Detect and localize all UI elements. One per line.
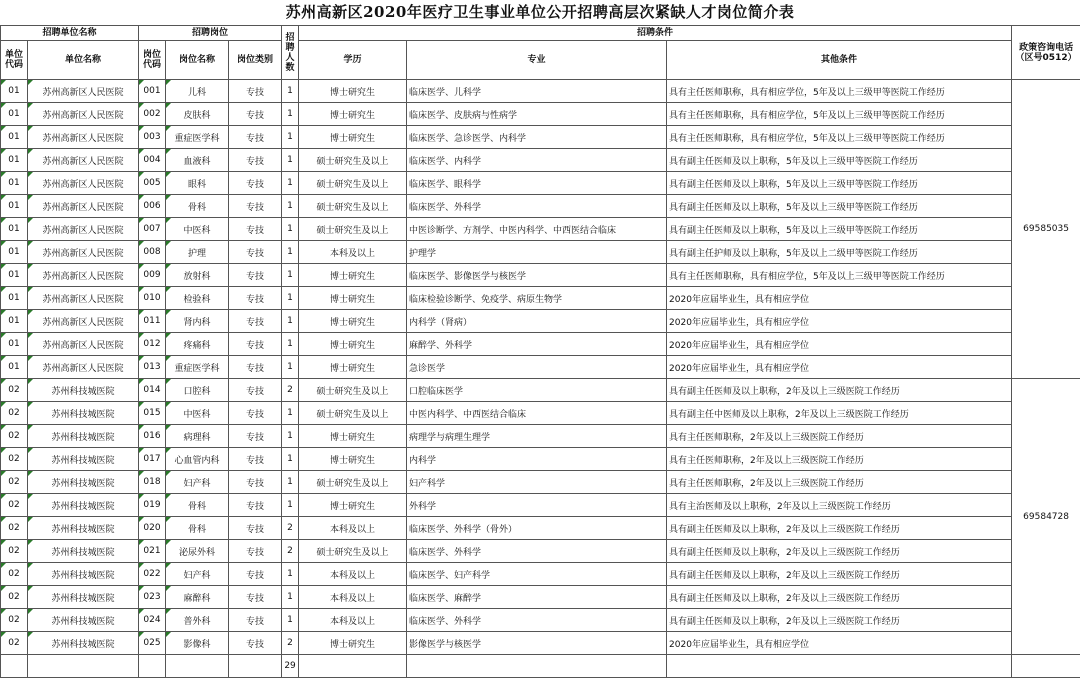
education-cell: 博士研究生: [299, 494, 407, 517]
unit-name-cell: 苏州高新区人民医院: [28, 356, 139, 379]
table-row: [1, 540, 1080, 563]
table-row: [1, 241, 1080, 264]
unit-code-cell: 01: [1, 103, 28, 126]
header-education: 学历: [299, 41, 407, 80]
table-row: [1, 287, 1080, 310]
post-type-cell: 专技: [229, 149, 282, 172]
page-title: 苏州高新区2020年医疗卫生事业单位公开招聘高层次紧缺人才岗位简介表: [0, 0, 1080, 25]
post-type-cell: 专技: [229, 195, 282, 218]
other-cell: 具有主任医师职称，2年及以上三级医院工作经历: [667, 448, 1012, 471]
header-major: 专业: [407, 41, 667, 80]
empty-cell: [139, 655, 166, 678]
count-cell: 1: [282, 149, 299, 172]
education-cell: 硕士研究生及以上: [299, 218, 407, 241]
post-name-cell: 妇产科: [166, 563, 229, 586]
post-type-cell: 专技: [229, 172, 282, 195]
header-unit-name: 单位名称: [28, 41, 139, 80]
post-type-cell: 专技: [229, 425, 282, 448]
major-cell: 急诊医学: [407, 356, 667, 379]
major-cell: 病理学与病理生理学: [407, 425, 667, 448]
post-name-cell: 护理: [166, 241, 229, 264]
post-type-cell: 专技: [229, 356, 282, 379]
unit-code-cell: 01: [1, 333, 28, 356]
total-count: 29: [282, 655, 299, 678]
header-other: 其他条件: [667, 41, 1012, 80]
count-cell: 1: [282, 241, 299, 264]
post-type-cell: 专技: [229, 310, 282, 333]
unit-code-cell: 01: [1, 149, 28, 172]
count-cell: 1: [282, 448, 299, 471]
post-code-cell: 017: [139, 448, 166, 471]
count-cell: 2: [282, 632, 299, 655]
count-cell: 1: [282, 195, 299, 218]
post-code-cell: 021: [139, 540, 166, 563]
other-cell: 具有副主任中医师及以上职称，2年及以上三级医院工作经历: [667, 402, 1012, 425]
other-cell: 具有主任医师职称，具有相应学位，5年及以上三级甲等医院工作经历: [667, 80, 1012, 103]
table-row: [1, 402, 1080, 425]
table-row: [1, 425, 1080, 448]
other-cell: 具有主任医师职称，具有相应学位，5年及以上三级甲等医院工作经历: [667, 264, 1012, 287]
post-type-cell: 专技: [229, 402, 282, 425]
post-name-cell: 口腔科: [166, 379, 229, 402]
post-code-cell: 025: [139, 632, 166, 655]
unit-code-cell: 02: [1, 425, 28, 448]
post-code-cell: 004: [139, 149, 166, 172]
unit-name-cell: 苏州高新区人民医院: [28, 287, 139, 310]
major-cell: 中医内科学、中西医结合临床: [407, 402, 667, 425]
post-type-cell: 专技: [229, 287, 282, 310]
post-type-cell: 专技: [229, 264, 282, 287]
education-cell: 博士研究生: [299, 126, 407, 149]
post-code-cell: 007: [139, 218, 166, 241]
post-code-cell: 020: [139, 517, 166, 540]
unit-name-cell: 苏州科技城医院: [28, 586, 139, 609]
unit-code-cell: 02: [1, 609, 28, 632]
post-code-cell: 022: [139, 563, 166, 586]
other-cell: 具有主任医师职称，具有相应学位，5年及以上三级甲等医院工作经历: [667, 126, 1012, 149]
post-type-cell: 专技: [229, 586, 282, 609]
education-cell: 博士研究生: [299, 448, 407, 471]
education-cell: 硕士研究生及以上: [299, 195, 407, 218]
education-cell: 博士研究生: [299, 264, 407, 287]
empty-cell: [1012, 655, 1080, 678]
education-cell: 博士研究生: [299, 425, 407, 448]
unit-code-cell: 01: [1, 356, 28, 379]
major-cell: 临床医学、眼科学: [407, 172, 667, 195]
post-type-cell: 专技: [229, 126, 282, 149]
empty-cell: [1, 655, 28, 678]
post-name-cell: 重症医学科: [166, 356, 229, 379]
table-row: [1, 379, 1080, 402]
unit-code-cell: 02: [1, 517, 28, 540]
major-cell: 妇产科学: [407, 471, 667, 494]
unit-name-cell: 苏州高新区人民医院: [28, 126, 139, 149]
other-cell: 具有副主任医师及以上职称，2年及以上三级医院工作经历: [667, 609, 1012, 632]
education-cell: 本科及以上: [299, 517, 407, 540]
post-type-cell: 专技: [229, 471, 282, 494]
unit-name-cell: 苏州科技城医院: [28, 517, 139, 540]
post-code-cell: 016: [139, 425, 166, 448]
education-cell: 硕士研究生及以上: [299, 540, 407, 563]
count-cell: 2: [282, 379, 299, 402]
count-cell: 1: [282, 172, 299, 195]
post-name-cell: 普外科: [166, 609, 229, 632]
major-cell: 内科学: [407, 448, 667, 471]
post-code-cell: 008: [139, 241, 166, 264]
post-type-cell: 专技: [229, 540, 282, 563]
header-conditions-group: 招聘条件: [299, 26, 1012, 41]
unit-code-cell: 01: [1, 287, 28, 310]
post-type-cell: 专技: [229, 609, 282, 632]
table-row: [1, 126, 1080, 149]
table-row: [1, 356, 1080, 379]
post-code-cell: 009: [139, 264, 166, 287]
post-name-cell: 病理科: [166, 425, 229, 448]
unit-code-cell: 01: [1, 126, 28, 149]
table-row: [1, 103, 1080, 126]
table-row: [1, 494, 1080, 517]
header-unit-group: 招聘单位名称: [1, 26, 139, 41]
unit-name-cell: 苏州科技城医院: [28, 563, 139, 586]
table-row: [1, 310, 1080, 333]
other-cell: 2020年应届毕业生，具有相应学位: [667, 632, 1012, 655]
empty-cell: [667, 655, 1012, 678]
other-cell: 2020年应届毕业生，具有相应学位: [667, 310, 1012, 333]
education-cell: 博士研究生: [299, 632, 407, 655]
post-name-cell: 疼痛科: [166, 333, 229, 356]
unit-code-cell: 02: [1, 586, 28, 609]
unit-name-cell: 苏州高新区人民医院: [28, 149, 139, 172]
unit-name-cell: 苏州高新区人民医院: [28, 172, 139, 195]
header-unit-code: 单位代码: [1, 41, 28, 80]
unit-code-cell: 02: [1, 448, 28, 471]
major-cell: 临床医学、外科学: [407, 195, 667, 218]
count-cell: 1: [282, 80, 299, 103]
unit-name-cell: 苏州科技城医院: [28, 379, 139, 402]
empty-cell: [407, 655, 667, 678]
education-cell: 博士研究生: [299, 356, 407, 379]
post-type-cell: 专技: [229, 632, 282, 655]
major-cell: 护理学: [407, 241, 667, 264]
phone-cell: 69584728: [1012, 379, 1080, 655]
other-cell: 2020年应届毕业生，具有相应学位: [667, 333, 1012, 356]
education-cell: 硕士研究生及以上: [299, 172, 407, 195]
education-cell: 本科及以上: [299, 609, 407, 632]
major-cell: 临床医学、外科学: [407, 609, 667, 632]
header-post-type: 岗位类别: [229, 41, 282, 80]
major-cell: 临床医学、外科学（骨外）: [407, 517, 667, 540]
post-code-cell: 003: [139, 126, 166, 149]
education-cell: 博士研究生: [299, 333, 407, 356]
unit-name-cell: 苏州科技城医院: [28, 448, 139, 471]
post-code-cell: 006: [139, 195, 166, 218]
post-code-cell: 023: [139, 586, 166, 609]
unit-code-cell: 02: [1, 540, 28, 563]
empty-cell: [28, 655, 139, 678]
unit-name-cell: 苏州科技城医院: [28, 471, 139, 494]
unit-name-cell: 苏州高新区人民医院: [28, 80, 139, 103]
major-cell: 麻醉学、外科学: [407, 333, 667, 356]
post-name-cell: 放射科: [166, 264, 229, 287]
table-row: [1, 80, 1080, 103]
major-cell: 影像医学与核医学: [407, 632, 667, 655]
major-cell: 临床检验诊断学、免疫学、病原生物学: [407, 287, 667, 310]
table-row: [1, 517, 1080, 540]
post-code-cell: 010: [139, 287, 166, 310]
post-code-cell: 001: [139, 80, 166, 103]
count-cell: 2: [282, 517, 299, 540]
major-cell: 临床医学、外科学: [407, 540, 667, 563]
education-cell: 硕士研究生及以上: [299, 379, 407, 402]
post-name-cell: 重症医学科: [166, 126, 229, 149]
header-post-code: 岗位代码: [139, 41, 166, 80]
unit-name-cell: 苏州科技城医院: [28, 609, 139, 632]
major-cell: 临床医学、皮肤病与性病学: [407, 103, 667, 126]
unit-name-cell: 苏州科技城医院: [28, 402, 139, 425]
unit-name-cell: 苏州高新区人民医院: [28, 310, 139, 333]
other-cell: 具有副主任医师及以上职称，5年及以上三级甲等医院工作经历: [667, 172, 1012, 195]
unit-code-cell: 02: [1, 494, 28, 517]
major-cell: 临床医学、儿科学: [407, 80, 667, 103]
count-cell: 1: [282, 425, 299, 448]
other-cell: 具有副主任护师及以上职称，5年及以上二级甲等医院工作经历: [667, 241, 1012, 264]
header-post-name: 岗位名称: [166, 41, 229, 80]
table-row: [1, 333, 1080, 356]
total-row: [1, 655, 1080, 678]
table-row: [1, 195, 1080, 218]
major-cell: 口腔临床医学: [407, 379, 667, 402]
education-cell: 本科及以上: [299, 241, 407, 264]
other-cell: 具有副主任医师及以上职称，2年及以上三级医院工作经历: [667, 517, 1012, 540]
education-cell: 博士研究生: [299, 287, 407, 310]
unit-code-cell: 02: [1, 471, 28, 494]
table-row: [1, 563, 1080, 586]
other-cell: 具有主治医师及以上职称，2年及以上三级医院工作经历: [667, 494, 1012, 517]
unit-name-cell: 苏州高新区人民医院: [28, 241, 139, 264]
post-code-cell: 024: [139, 609, 166, 632]
other-cell: 2020年应届毕业生，具有相应学位: [667, 356, 1012, 379]
unit-code-cell: 01: [1, 264, 28, 287]
header-post-group: 招聘岗位: [139, 26, 282, 41]
unit-code-cell: 02: [1, 632, 28, 655]
table-row: [1, 448, 1080, 471]
empty-cell: [299, 655, 407, 678]
unit-name-cell: 苏州高新区人民医院: [28, 333, 139, 356]
major-cell: 临床医学、内科学: [407, 149, 667, 172]
count-cell: 1: [282, 494, 299, 517]
post-code-cell: 014: [139, 379, 166, 402]
unit-name-cell: 苏州高新区人民医院: [28, 264, 139, 287]
education-cell: 硕士研究生及以上: [299, 402, 407, 425]
post-name-cell: 骨科: [166, 195, 229, 218]
unit-code-cell: 01: [1, 195, 28, 218]
post-code-cell: 011: [139, 310, 166, 333]
post-name-cell: 眼科: [166, 172, 229, 195]
post-type-cell: 专技: [229, 333, 282, 356]
unit-name-cell: 苏州高新区人民医院: [28, 103, 139, 126]
unit-code-cell: 02: [1, 563, 28, 586]
post-name-cell: 骨科: [166, 494, 229, 517]
other-cell: 具有副主任医师及以上职称，5年及以上三级甲等医院工作经历: [667, 195, 1012, 218]
post-code-cell: 019: [139, 494, 166, 517]
post-name-cell: 血液科: [166, 149, 229, 172]
table-row: [1, 264, 1080, 287]
post-type-cell: 专技: [229, 517, 282, 540]
post-name-cell: 儿科: [166, 80, 229, 103]
post-name-cell: 心血管内科: [166, 448, 229, 471]
post-type-cell: 专技: [229, 80, 282, 103]
education-cell: 博士研究生: [299, 103, 407, 126]
other-cell: 具有主任医师职称，具有相应学位，5年及以上三级甲等医院工作经历: [667, 103, 1012, 126]
unit-name-cell: 苏州高新区人民医院: [28, 195, 139, 218]
education-cell: 博士研究生: [299, 310, 407, 333]
count-cell: 1: [282, 563, 299, 586]
major-cell: 外科学: [407, 494, 667, 517]
other-cell: 具有副主任医师及以上职称，2年及以上三级医院工作经历: [667, 540, 1012, 563]
other-cell: 具有主任医师职称，2年及以上三级医院工作经历: [667, 471, 1012, 494]
count-cell: 1: [282, 586, 299, 609]
post-code-cell: 015: [139, 402, 166, 425]
unit-name-cell: 苏州科技城医院: [28, 494, 139, 517]
post-type-cell: 专技: [229, 218, 282, 241]
post-code-cell: 012: [139, 333, 166, 356]
post-name-cell: 妇产科: [166, 471, 229, 494]
empty-cell: [166, 655, 229, 678]
unit-code-cell: 01: [1, 310, 28, 333]
count-cell: 1: [282, 310, 299, 333]
post-name-cell: 中医科: [166, 402, 229, 425]
header-count: 招聘人数: [282, 26, 299, 80]
education-cell: 硕士研究生及以上: [299, 149, 407, 172]
empty-cell: [229, 655, 282, 678]
count-cell: 1: [282, 126, 299, 149]
major-cell: 中医诊断学、方剂学、中医内科学、中西医结合临床: [407, 218, 667, 241]
count-cell: 1: [282, 402, 299, 425]
phone-cell: 69585035: [1012, 80, 1080, 379]
post-code-cell: 018: [139, 471, 166, 494]
unit-code-cell: 02: [1, 379, 28, 402]
post-name-cell: 麻醉科: [166, 586, 229, 609]
other-cell: 具有副主任医师及以上职称，5年及以上三级甲等医院工作经历: [667, 149, 1012, 172]
post-name-cell: 骨科: [166, 517, 229, 540]
other-cell: 2020年应届毕业生，具有相应学位: [667, 287, 1012, 310]
header-phone: 政策咨询电话（区号0512）: [1012, 26, 1080, 80]
post-type-cell: 专技: [229, 448, 282, 471]
education-cell: 本科及以上: [299, 563, 407, 586]
post-type-cell: 专技: [229, 494, 282, 517]
other-cell: 具有副主任医师及以上职称，2年及以上三级医院工作经历: [667, 379, 1012, 402]
table-row: [1, 471, 1080, 494]
positions-table: [0, 25, 1080, 678]
education-cell: 硕士研究生及以上: [299, 471, 407, 494]
other-cell: 具有副主任医师及以上职称，2年及以上三级医院工作经历: [667, 586, 1012, 609]
unit-code-cell: 02: [1, 402, 28, 425]
count-cell: 2: [282, 540, 299, 563]
unit-name-cell: 苏州科技城医院: [28, 540, 139, 563]
table-row: [1, 218, 1080, 241]
count-cell: 1: [282, 287, 299, 310]
count-cell: 1: [282, 609, 299, 632]
unit-code-cell: 01: [1, 172, 28, 195]
unit-name-cell: 苏州高新区人民医院: [28, 218, 139, 241]
unit-name-cell: 苏州科技城医院: [28, 425, 139, 448]
post-type-cell: 专技: [229, 379, 282, 402]
unit-code-cell: 01: [1, 218, 28, 241]
major-cell: 临床医学、妇产科学: [407, 563, 667, 586]
post-type-cell: 专技: [229, 103, 282, 126]
major-cell: 临床医学、急诊医学、内科学: [407, 126, 667, 149]
count-cell: 1: [282, 264, 299, 287]
table-row: [1, 632, 1080, 655]
major-cell: 内科学（肾病）: [407, 310, 667, 333]
table-row: [1, 609, 1080, 632]
post-name-cell: 皮肤科: [166, 103, 229, 126]
table-row: [1, 172, 1080, 195]
education-cell: 博士研究生: [299, 80, 407, 103]
major-cell: 临床医学、影像医学与核医学: [407, 264, 667, 287]
post-type-cell: 专技: [229, 241, 282, 264]
post-type-cell: 专技: [229, 563, 282, 586]
post-code-cell: 013: [139, 356, 166, 379]
table-row: [1, 586, 1080, 609]
count-cell: 1: [282, 218, 299, 241]
post-name-cell: 中医科: [166, 218, 229, 241]
count-cell: 1: [282, 103, 299, 126]
count-cell: 1: [282, 356, 299, 379]
count-cell: 1: [282, 471, 299, 494]
education-cell: 本科及以上: [299, 586, 407, 609]
other-cell: 具有副主任医师及以上职称，2年及以上三级医院工作经历: [667, 563, 1012, 586]
other-cell: 具有副主任医师及以上职称，5年及以上三级甲等医院工作经历: [667, 218, 1012, 241]
post-code-cell: 005: [139, 172, 166, 195]
major-cell: 临床医学、麻醉学: [407, 586, 667, 609]
unit-name-cell: 苏州科技城医院: [28, 632, 139, 655]
count-cell: 1: [282, 333, 299, 356]
unit-code-cell: 01: [1, 241, 28, 264]
post-name-cell: 泌尿外科: [166, 540, 229, 563]
post-name-cell: 肾内科: [166, 310, 229, 333]
table-row: [1, 149, 1080, 172]
unit-code-cell: 01: [1, 80, 28, 103]
other-cell: 具有主任医师职称，2年及以上三级医院工作经历: [667, 425, 1012, 448]
post-name-cell: 影像科: [166, 632, 229, 655]
post-code-cell: 002: [139, 103, 166, 126]
post-name-cell: 检验科: [166, 287, 229, 310]
